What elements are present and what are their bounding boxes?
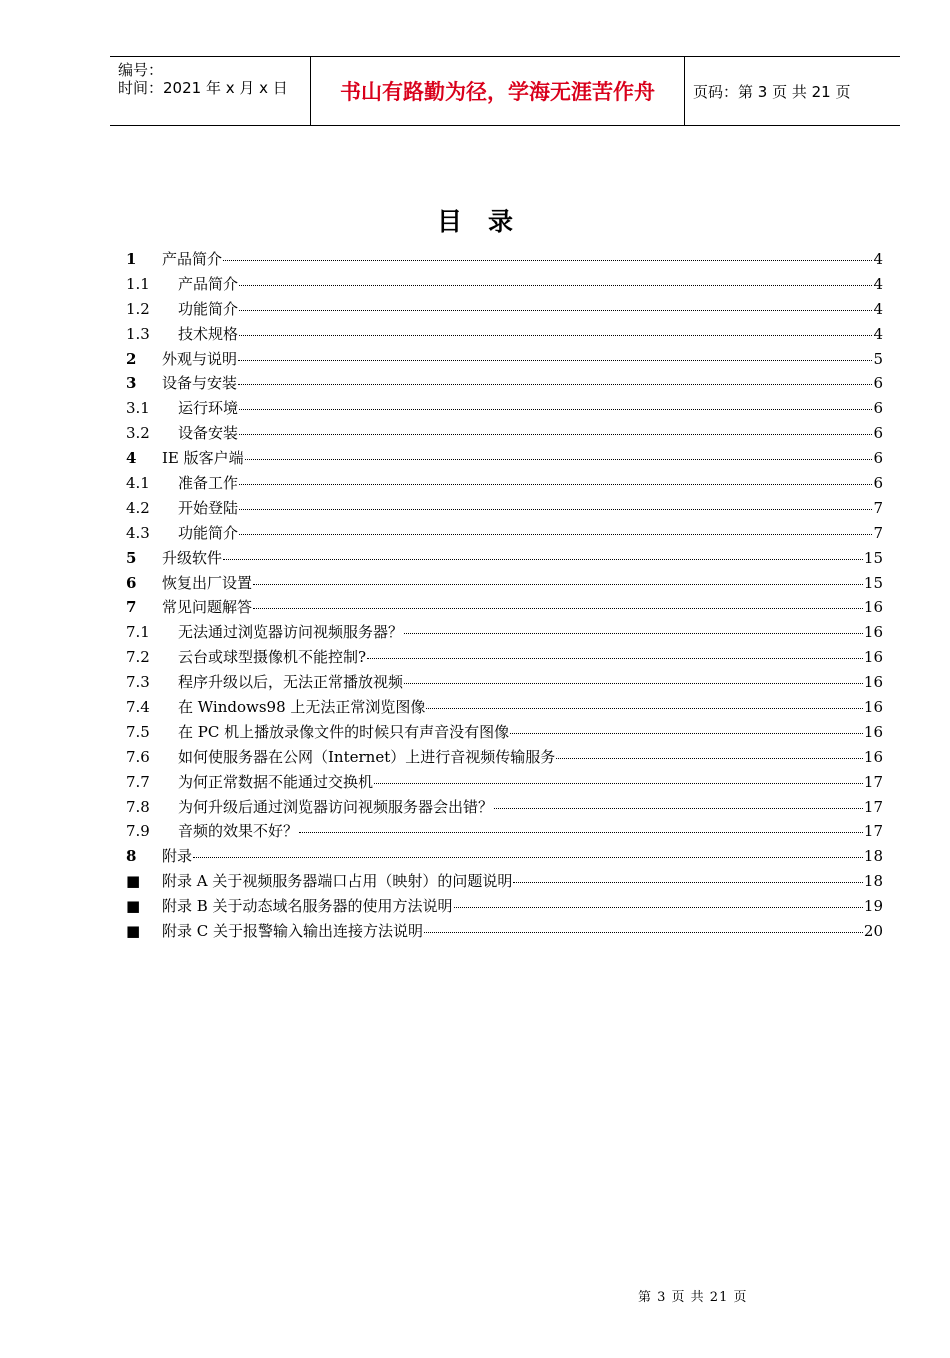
- toc-entry-title: IE 版客户端: [162, 449, 244, 468]
- toc-leader-dots: [193, 843, 863, 858]
- toc-entry-title: 产品简介: [162, 250, 223, 268]
- toc-entry-number: 7.1: [126, 623, 150, 642]
- toc-entry-title: 运行环境: [178, 399, 239, 418]
- toc-leader-dots: [239, 296, 872, 311]
- toc-entry-page: 5: [873, 349, 883, 368]
- toc-entry-page: 16: [863, 722, 883, 741]
- toc-entry-number: 3.2: [126, 424, 150, 443]
- toc-entry-number: ■: [126, 897, 141, 916]
- page-footer: 第 3 页 共 21 页: [638, 1290, 748, 1305]
- toc-leader-dots: [238, 346, 872, 361]
- toc-entry-number: 3.1: [126, 399, 150, 418]
- toc-entry[interactable]: [126, 572, 883, 597]
- toc-entry[interactable]: [126, 547, 883, 572]
- toc-entry-title: 设备与安装: [162, 374, 238, 393]
- toc-entry-number: 6: [126, 573, 137, 592]
- toc-entry-title: 程序升级以后，无法正常播放视频: [178, 673, 404, 692]
- toc-entry[interactable]: [126, 646, 883, 671]
- toc-leader-dots: [238, 370, 872, 385]
- toc-entry[interactable]: [126, 721, 883, 746]
- toc-entry-title: 功能简介: [178, 299, 239, 318]
- toc-entry-page: 6: [873, 449, 883, 468]
- toc-entry[interactable]: [126, 422, 883, 447]
- toc-entry-title: 为何升级后通过浏览器访问视频服务器会出错？: [178, 797, 494, 816]
- toc-entry-title: 为何正常数据不能通过交换机: [178, 772, 374, 791]
- toc-entry[interactable]: [126, 621, 883, 646]
- toc-entry-page: 4: [873, 299, 883, 318]
- toc-entry[interactable]: [126, 248, 883, 273]
- toc-entry[interactable]: [126, 596, 883, 621]
- toc-leader-dots: [253, 594, 863, 609]
- toc-entry-page: 4: [873, 250, 883, 268]
- toc-entry-page: 7: [873, 498, 883, 517]
- toc-entry-page: 19: [863, 897, 883, 916]
- toc-entry-title: 附录 B 关于动态域名服务器的使用方法说明: [162, 897, 453, 916]
- toc-entry[interactable]: [126, 447, 883, 472]
- toc-title: 目录: [436, 207, 539, 236]
- toc-leader-dots: [367, 644, 863, 659]
- toc-entry-page: 17: [863, 822, 883, 841]
- toc-entry-number: ■: [126, 872, 141, 891]
- toc-entry-number: 5: [126, 548, 137, 567]
- toc-entry-title: 附录: [162, 847, 193, 866]
- toc-entry-title: 设备安装: [178, 424, 239, 443]
- toc-entry-number: 7.7: [126, 772, 150, 791]
- toc-entry[interactable]: [126, 472, 883, 497]
- toc-entry-number: 7.8: [126, 797, 150, 816]
- toc-leader-dots: [239, 271, 872, 286]
- toc-entry-page: 17: [863, 797, 883, 816]
- toc-entry[interactable]: [126, 372, 883, 397]
- toc-leader-dots: [239, 395, 872, 410]
- toc-entry-title: 如何使服务器在公网（Internet）上进行音视频传输服务: [178, 747, 556, 766]
- toc-entry-title: 附录 A 关于视频服务器端口占用（映射）的问题说明: [162, 872, 513, 891]
- toc-leader-dots: [510, 719, 863, 734]
- toc-entry-title: 在 Windows98 上无法正常浏览图像: [178, 698, 426, 717]
- toc-entry[interactable]: [126, 870, 883, 895]
- toc-entry-number: 7.3: [126, 673, 150, 692]
- toc-entry-page: 4: [873, 324, 883, 343]
- header-page-info: 页码：第 3 页 共 21 页: [693, 82, 851, 101]
- toc-leader-dots: [223, 246, 872, 261]
- toc-entry-number: 8: [126, 847, 137, 866]
- toc-entry-title: 云台或球型摄像机不能控制?: [178, 648, 367, 667]
- toc-entry-number: 1.1: [126, 274, 150, 293]
- toc-entry-page: 18: [863, 847, 883, 866]
- toc-entry[interactable]: [126, 497, 883, 522]
- toc-entry[interactable]: [126, 895, 883, 920]
- toc-leader-dots: [404, 669, 863, 684]
- toc-entry-page: 18: [863, 872, 883, 891]
- toc-leader-dots: [513, 868, 863, 883]
- toc-entry-number: 3: [126, 374, 137, 393]
- header-page-cell: [685, 57, 900, 125]
- toc-entry-number: 4.1: [126, 474, 150, 493]
- toc-leader-dots: [374, 769, 863, 784]
- toc-leader-dots: [239, 321, 872, 336]
- toc-entry-page: 7: [873, 523, 883, 542]
- toc-entry[interactable]: [126, 323, 883, 348]
- toc-entry[interactable]: [126, 273, 883, 298]
- toc-entry-number: 1.3: [126, 324, 150, 343]
- toc-entry-page: 16: [863, 598, 883, 617]
- toc-leader-dots: [404, 619, 863, 634]
- toc-leader-dots: [556, 744, 863, 759]
- toc-leader-dots: [299, 818, 863, 833]
- toc-leader-dots: [426, 694, 863, 709]
- table-of-contents: [126, 248, 883, 945]
- toc-entry-title: 升级软件: [162, 548, 223, 567]
- toc-leader-dots: [253, 570, 863, 585]
- toc-entry-title: 准备工作: [178, 474, 239, 493]
- toc-entry-page: 6: [873, 424, 883, 443]
- toc-entry-title: 开始登陆: [178, 498, 239, 517]
- toc-entry-title: 技术规格: [178, 324, 239, 343]
- header-motto: 书山有路勤为径，学海无涯苦作舟: [340, 80, 655, 104]
- toc-entry-number: 7: [126, 598, 137, 617]
- document-time-label: 时间：2021 年 x 月 x 日: [118, 79, 288, 97]
- toc-entry-number: 4.2: [126, 498, 150, 517]
- toc-entry-page: 15: [863, 548, 883, 567]
- toc-entry[interactable]: [126, 298, 883, 323]
- toc-entry-page: 16: [863, 648, 883, 667]
- header-meta-cell: [110, 57, 311, 125]
- toc-entry[interactable]: [126, 820, 883, 845]
- toc-entry-number: 7.4: [126, 698, 150, 717]
- toc-entry-page: 6: [873, 474, 883, 493]
- toc-entry-title: 音频的效果不好？: [178, 822, 299, 841]
- toc-entry-title: 功能简介: [178, 523, 239, 542]
- toc-entry[interactable]: [126, 920, 883, 945]
- toc-entry-number: 4: [126, 449, 137, 468]
- toc-entry-page: 16: [863, 623, 883, 642]
- toc-entry-number: 7.6: [126, 747, 150, 766]
- toc-leader-dots: [239, 470, 872, 485]
- toc-leader-dots: [245, 445, 873, 460]
- toc-entry-page: 6: [873, 374, 883, 393]
- toc-entry[interactable]: [126, 696, 883, 721]
- toc-entry-page: 20: [863, 922, 883, 941]
- toc-leader-dots: [454, 893, 863, 908]
- toc-leader-dots: [239, 520, 872, 535]
- toc-entry-page: 4: [873, 274, 883, 293]
- toc-entry-title: 产品简介: [178, 274, 239, 293]
- toc-entry-title: 无法通过浏览器访问视频服务器？: [178, 623, 404, 642]
- toc-entry-title: 附录 C 关于报警输入输出连接方法说明: [162, 922, 424, 941]
- toc-entry-number: 1.2: [126, 299, 150, 318]
- toc-entry-number: 4.3: [126, 523, 150, 542]
- toc-entry[interactable]: [126, 397, 883, 422]
- toc-leader-dots: [424, 918, 863, 933]
- toc-entry-number: ■: [126, 922, 141, 941]
- toc-entry-page: 15: [863, 573, 883, 592]
- toc-leader-dots: [494, 794, 863, 809]
- toc-entry-number: 1: [126, 250, 137, 268]
- toc-entry-title: 恢复出厂设置: [162, 573, 253, 592]
- toc-entry-page: 6: [873, 399, 883, 418]
- toc-entry-title: 在 PC 机上播放录像文件的时候只有声音没有图像: [178, 722, 510, 741]
- toc-entry[interactable]: [126, 746, 883, 771]
- toc-entry-page: 17: [863, 772, 883, 791]
- toc-entry[interactable]: [126, 671, 883, 696]
- toc-entry[interactable]: [126, 771, 883, 796]
- toc-entry[interactable]: [126, 845, 883, 870]
- toc-entry-title: 常见问题解答: [162, 598, 253, 617]
- toc-entry-number: 7.5: [126, 722, 150, 741]
- toc-leader-dots: [239, 420, 872, 435]
- toc-entry-page: 16: [863, 698, 883, 717]
- toc-entry[interactable]: [126, 796, 883, 821]
- toc-entry[interactable]: [126, 348, 883, 373]
- toc-entry-number: 7.9: [126, 822, 150, 841]
- toc-entry-title: 外观与说明: [162, 349, 238, 368]
- document-number-label: 编号：: [118, 61, 164, 79]
- toc-leader-dots: [223, 545, 863, 560]
- toc-leader-dots: [239, 495, 872, 510]
- toc-entry[interactable]: [126, 522, 883, 547]
- toc-entry-number: 7.2: [126, 648, 150, 667]
- header-motto-cell: [311, 57, 685, 125]
- toc-entry-page: 16: [863, 673, 883, 692]
- page-header: [110, 56, 900, 126]
- toc-entry-number: 2: [126, 349, 137, 368]
- toc-entry-page: 16: [863, 747, 883, 766]
